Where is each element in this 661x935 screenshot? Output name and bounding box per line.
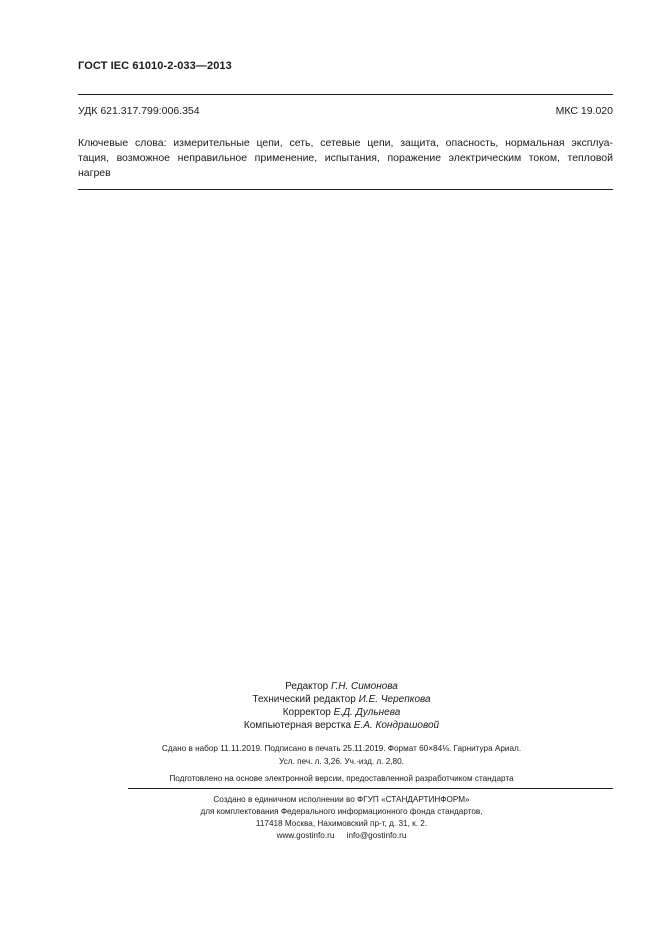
keywords-divider (78, 189, 613, 190)
publisher-block (0, 794, 661, 818)
print-info-line: Усл. печ. л. 3,26. Уч.-изд. л. 2,80. (279, 757, 404, 766)
website-link[interactable]: www.gostinfo.ru (276, 831, 335, 840)
prepared-note-text: Подготовлено на основе электронной версии, предоставленной разработчиком стандарта (169, 774, 514, 783)
credit-name: Е.А. Кондрашовой (353, 720, 440, 731)
prepared-note (0, 774, 661, 783)
credit-name: Е.Д. Дульнева (333, 707, 401, 718)
print-info-line: Сдано в набор 11.11.2019. Подписано в печать 25.11.2019. Формат 60×84⅛. Гарнитура Ариал. (161, 744, 522, 753)
email-link[interactable]: info@gostinfo.ru (346, 831, 407, 840)
keywords-line: нагрев (78, 167, 111, 179)
address-street: 117418 Москва, Нахимовский пр-т, д. 31, к. 2. (255, 819, 428, 828)
credit-layout (22, 719, 661, 732)
credit-role: Компьютерная верстка (243, 720, 352, 731)
credit-corrector (22, 706, 661, 719)
keywords-paragraph (78, 136, 613, 181)
bottom-divider (128, 788, 613, 789)
keywords-line: Ключевые слова: измерительные цепи, сеть, сетевые цепи, защита, опасность, нормальная эксплуа- (78, 137, 613, 149)
credit-tech-editor (22, 693, 661, 706)
print-info (0, 742, 661, 768)
keywords-line: тация, возможное неправильное применение, испытания, поражение электрическим током, тепловой (78, 152, 613, 164)
contacts-line (22, 830, 661, 842)
standard-code: ГОСТ IEC 61010-2-033—2013 (78, 60, 232, 72)
credit-role: Редактор (285, 681, 329, 692)
address-block (0, 818, 661, 842)
credit-name: И.Е. Черепкова (358, 694, 431, 705)
credit-role: Технический редактор (252, 694, 356, 705)
credit-role: Корректор (282, 707, 331, 718)
credit-name: Г.Н. Симонова (331, 681, 398, 692)
mks-code: МКС 19.020 (555, 105, 613, 117)
publisher-line: для комплектования Федерального информационного фонда стандартов, (200, 807, 483, 816)
top-divider (78, 94, 613, 95)
credits-block (0, 680, 661, 732)
publisher-line: Создано в единичном исполнении во ФГУП «СТАНДАРТИНФОРМ» (213, 795, 470, 804)
credit-editor (22, 680, 661, 693)
udk-code: УДК 621.317.799:006.354 (78, 105, 200, 117)
